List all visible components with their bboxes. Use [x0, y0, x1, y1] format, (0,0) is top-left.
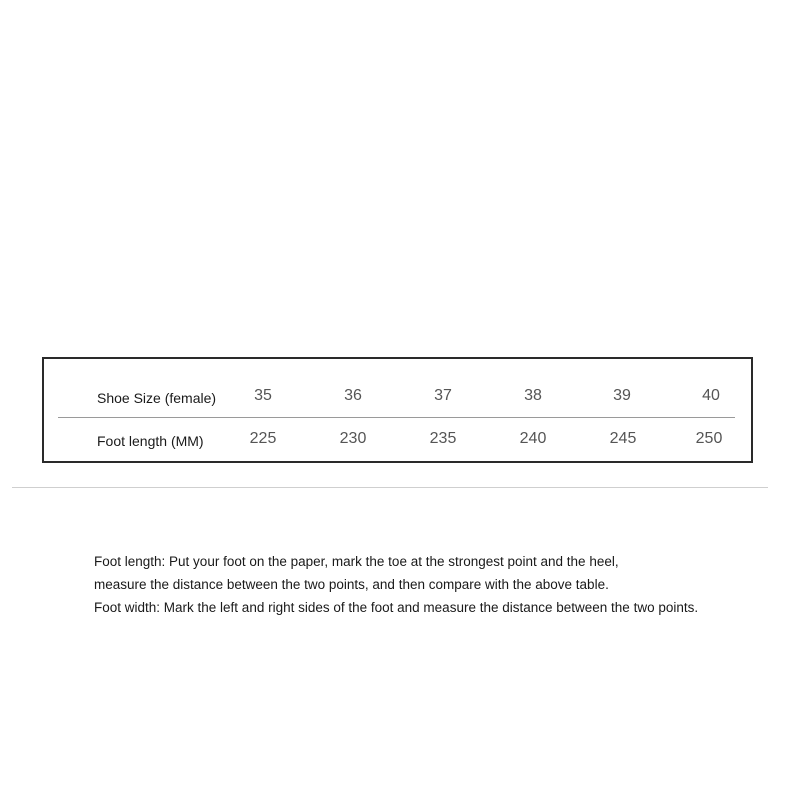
- shoe-size-cell: 36: [344, 387, 362, 404]
- foot-length-cell: 250: [695, 430, 723, 447]
- shoe-size-cell: 40: [702, 387, 720, 404]
- shoe-size-label: Shoe Size (female): [97, 390, 217, 406]
- foot-length-row: [44, 430, 751, 454]
- shoe-size-cell: 39: [613, 387, 631, 404]
- size-chart-table: [42, 357, 753, 463]
- shoe-size-cell: 37: [434, 387, 452, 404]
- shoe-size-row: [44, 387, 751, 411]
- foot-length-cell: 245: [609, 430, 637, 447]
- foot-length-cell: 235: [429, 430, 457, 447]
- instruction-line: Foot width: Mark the left and right sides of the foot and measure the distance between the two points.: [94, 600, 699, 615]
- row-divider: [58, 417, 735, 418]
- foot-length-cell: 230: [339, 430, 367, 447]
- measurement-instructions: [94, 550, 784, 619]
- instruction-line: Foot length: Put your foot on the paper, mark the toe at the strongest point and the heel,: [94, 554, 619, 569]
- foot-length-cell: 240: [519, 430, 547, 447]
- foot-length-cell: 225: [249, 430, 277, 447]
- shoe-size-cell: 35: [254, 387, 272, 404]
- horizontal-rule: [12, 487, 768, 488]
- instruction-line: measure the distance between the two points, and then compare with the above table.: [94, 577, 609, 592]
- shoe-size-cell: 38: [524, 387, 542, 404]
- foot-length-label: Foot length (MM): [97, 433, 204, 449]
